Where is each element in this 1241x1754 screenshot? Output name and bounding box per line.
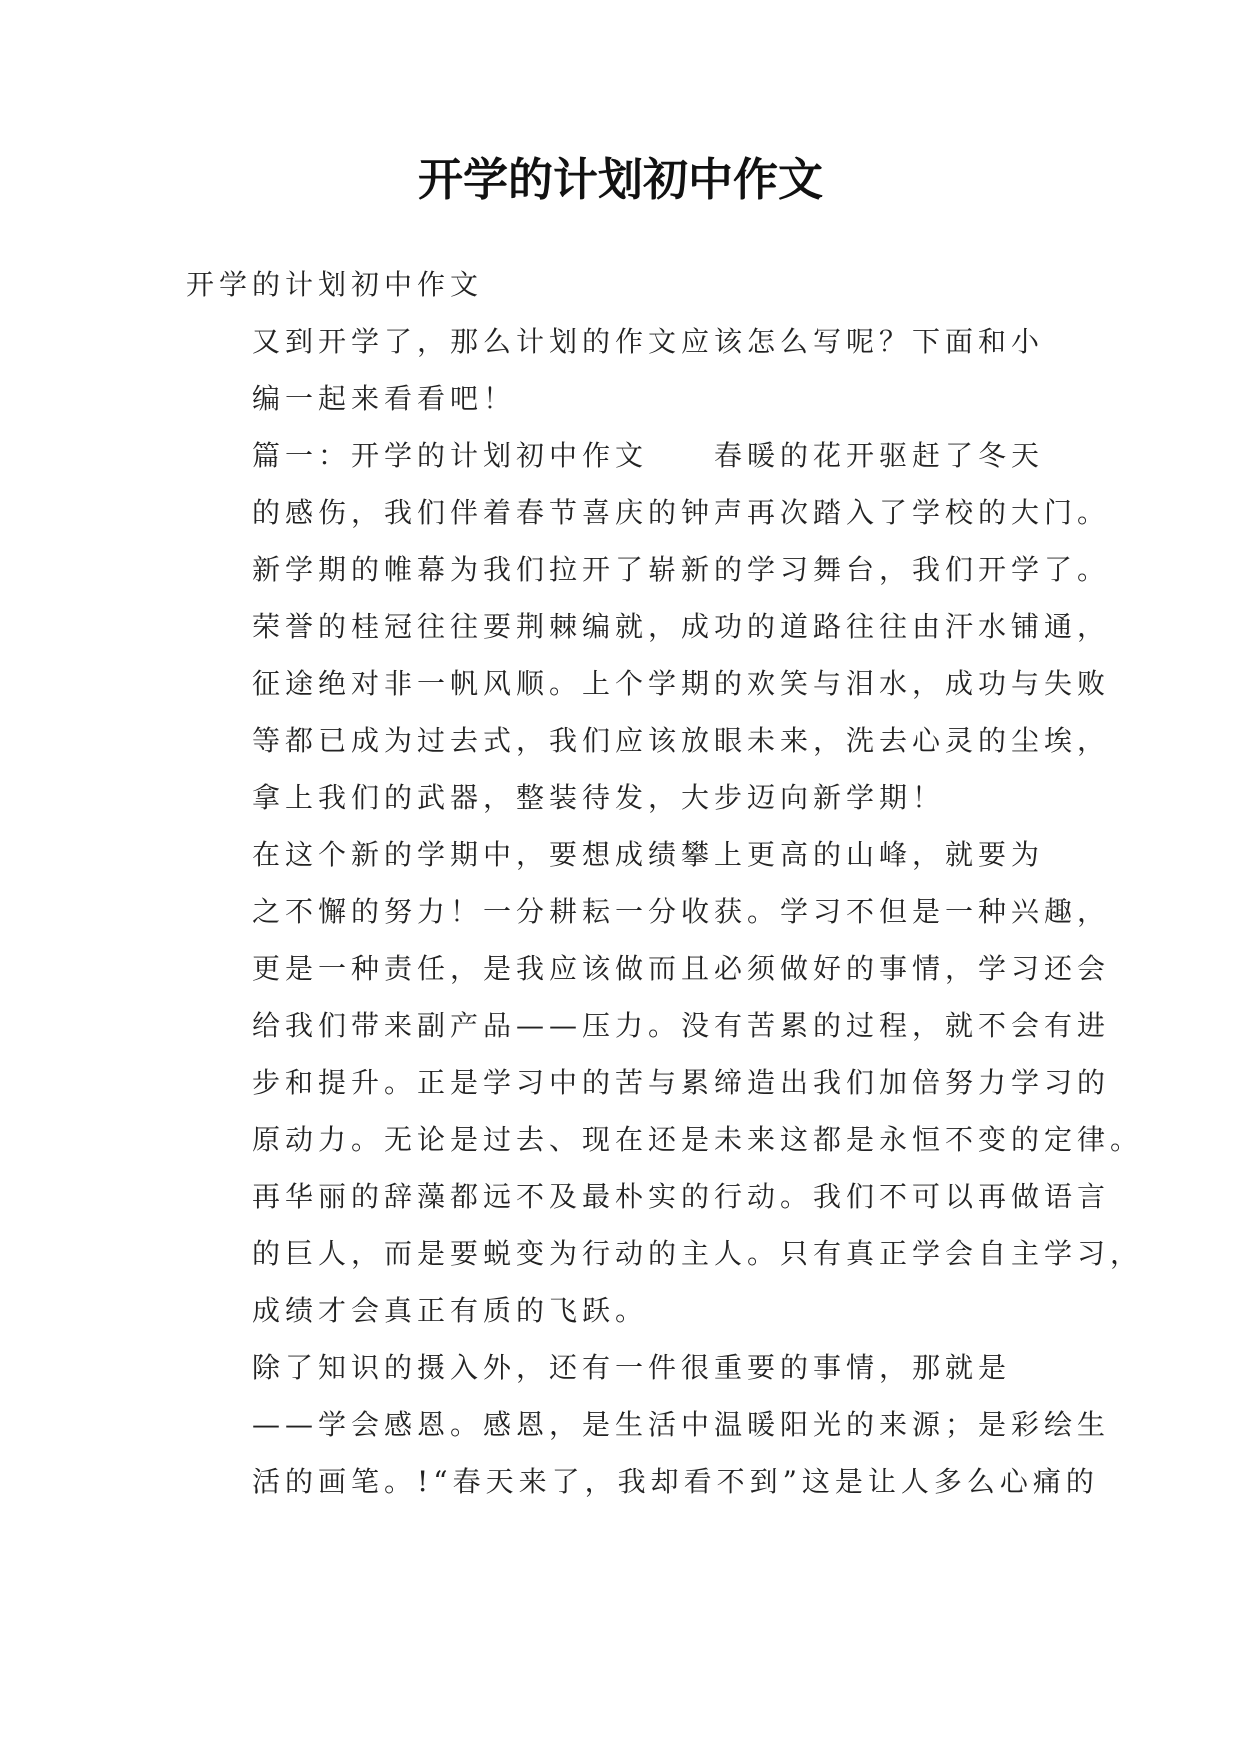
text-line: 除了知识的摄入外，还有一件很重要的事情，那就是 — [252, 1351, 1012, 1384]
text-line: 荣誉的桂冠往往要荆棘编就，成功的道路往往由汗水铺通， — [252, 610, 1111, 643]
text-line: 拿上我们的武器，整装待发，大步迈向新学期！ — [252, 781, 946, 814]
text-line: 新学期的帷幕为我们拉开了崭新的学习舞台，我们开学了。 — [252, 553, 1111, 586]
text-line: 成绩才会真正有质的飞跃。 — [252, 1294, 649, 1327]
text-line: 的巨人，而是要蜕变为行动的主人。只有真正学会自主学习， — [252, 1237, 1144, 1270]
text-line: 的感伤，我们伴着春节喜庆的钟声再次踏入了学校的大门。 — [252, 496, 1111, 529]
text-line: 开学的计划初中作文 — [186, 268, 484, 301]
text-line: 征途绝对非一帆风顺。上个学期的欢笑与泪水，成功与失败 — [252, 667, 1111, 700]
paragraph-part-one — [186, 427, 1111, 826]
text-line: 之不懈的努力！一分耕耘一分收获。学习不但是一种兴趣， — [252, 895, 1111, 928]
text-line: 等都已成为过去式，我们应该放眼未来，洗去心灵的尘埃， — [252, 724, 1111, 757]
text-line: 活的画笔。!“春天来了，我却看不到”这是让人多么心痛的 — [252, 1465, 1099, 1498]
text-line: ——学会感恩。感恩，是生活中温暖阳光的来源；是彩绘生 — [252, 1408, 1111, 1441]
paragraph-new-semester — [186, 826, 1144, 1339]
text-line: 给我们带来副产品——压力。没有苦累的过程，就不会有进 — [252, 1009, 1111, 1042]
document-body — [186, 256, 1144, 1510]
paragraph-gratitude — [186, 1339, 1111, 1510]
text-line: 再华丽的辞藻都远不及最朴实的行动。我们不可以再做语言 — [252, 1180, 1111, 1213]
text-line: 更是一种责任，是我应该做而且必须做好的事情，学习还会 — [252, 952, 1111, 985]
text-line: 篇一：开学的计划初中作文 春暖的花开驱赶了冬天 — [252, 439, 1045, 472]
paragraph-intro — [186, 313, 1056, 427]
paragraph-heading — [186, 256, 1056, 313]
text-line: 步和提升。正是学习中的苦与累缔造出我们加倍努力学习的 — [252, 1066, 1111, 1099]
text-line: 又到开学了，那么计划的作文应该怎么写呢？下面和小 — [252, 325, 1045, 358]
text-line: 编一起来看看吧！ — [252, 382, 517, 415]
document-title: 开学的计划初中作文 — [417, 153, 823, 206]
text-line: 原动力。无论是过去、现在还是未来这都是永恒不变的定律。 — [252, 1123, 1144, 1156]
text-line: 在这个新的学期中，要想成绩攀上更高的山峰，就要为 — [252, 838, 1045, 871]
